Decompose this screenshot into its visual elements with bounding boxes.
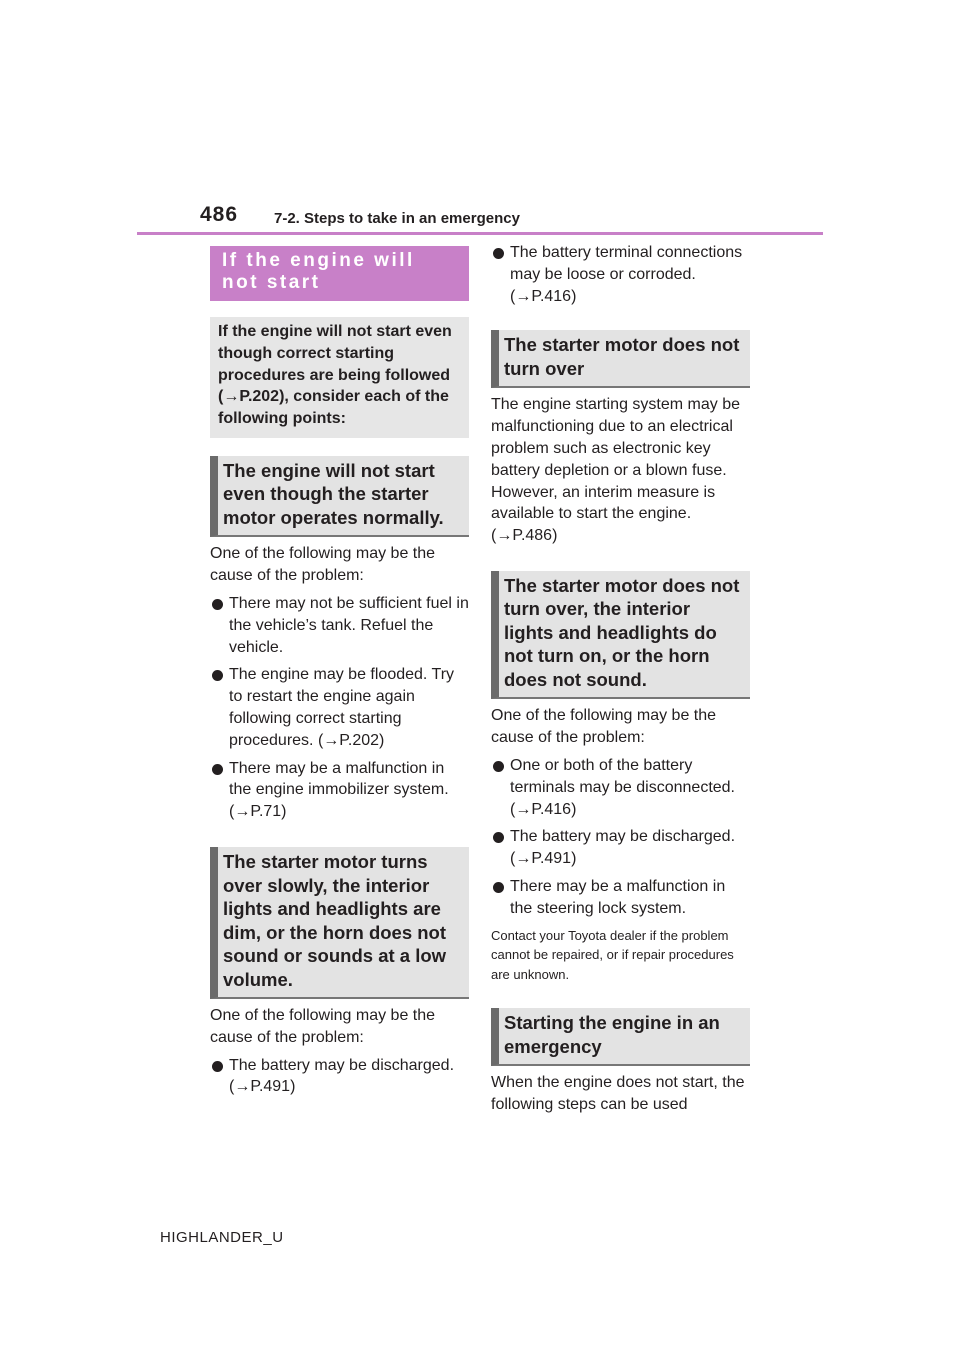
body-text: One of the following may be the cause of the problem: xyxy=(210,545,436,585)
subheading-starter-no-turn: The starter motor does not turn over xyxy=(491,330,750,388)
subheading-starter-normal: The engine will not start even though the starter motor operates normally. xyxy=(210,456,469,538)
footer-model: HIGHLANDER_U xyxy=(160,1229,284,1246)
bullet-item: There may be a malfunction in the engine immobilizer system. (→P.71) xyxy=(210,758,469,823)
body-text: One of the following may be the cause of the problem: xyxy=(210,1007,436,1046)
page-number: 486 xyxy=(200,203,239,226)
subheading-starter-slow: The starter motor turns over slowly, the interior lights and headlights are dim, or the horn does not sound or sounds at a low volume. xyxy=(210,847,469,999)
bullet-item: There may be a malfunction in the steering lock system. xyxy=(491,876,750,920)
bullet-item: The battery terminal connections may be loose or corroded. (→P.416) xyxy=(491,242,750,307)
header-divider xyxy=(137,232,823,235)
subheading-no-lights: The starter motor does not turn over, the interior lights and headlights do not turn on, or the horn does not sound. xyxy=(491,571,750,700)
section-title: 7-2. Steps to take in an emergency xyxy=(274,210,520,227)
right-column xyxy=(491,242,750,1116)
left-column xyxy=(210,246,469,1098)
intro-box: If the engine will not start even though correct starting procedures are being followed (→P.202), consider each of the following points: xyxy=(210,317,469,438)
bullet-item: The engine may be flooded. Try to restart the engine again following correct starting procedures. (→P.202) xyxy=(210,664,469,751)
bullet-item: The battery may be discharged. (→P.491) xyxy=(210,1055,469,1099)
bullet-item: There may not be sufficient fuel in the vehicle’s tank. Refuel the vehicle. xyxy=(210,593,469,658)
main-heading: If the engine will not start xyxy=(210,246,469,301)
dealer-note: Contact your Toyota dealer if the problem cannot be repaired, or if repair procedures are unknown. xyxy=(491,927,734,982)
subheading-emergency-start: Starting the engine in an emergency xyxy=(491,1008,750,1066)
bullet-item: One or both of the battery terminals may be disconnected. (→P.416) xyxy=(491,755,750,820)
body-text: The engine starting system may be malfunctioning due to an electrical problem such as electronic key battery depletion or a blown fuse. However, an interim measure is available to start the engine. (→P.486) xyxy=(491,396,741,545)
bullet-item: The battery may be discharged. (→P.491) xyxy=(491,826,750,870)
body-text: When the engine does not start, the following steps can be used xyxy=(491,1074,745,1113)
body-text: One of the following may be the cause of the problem: xyxy=(491,707,717,747)
